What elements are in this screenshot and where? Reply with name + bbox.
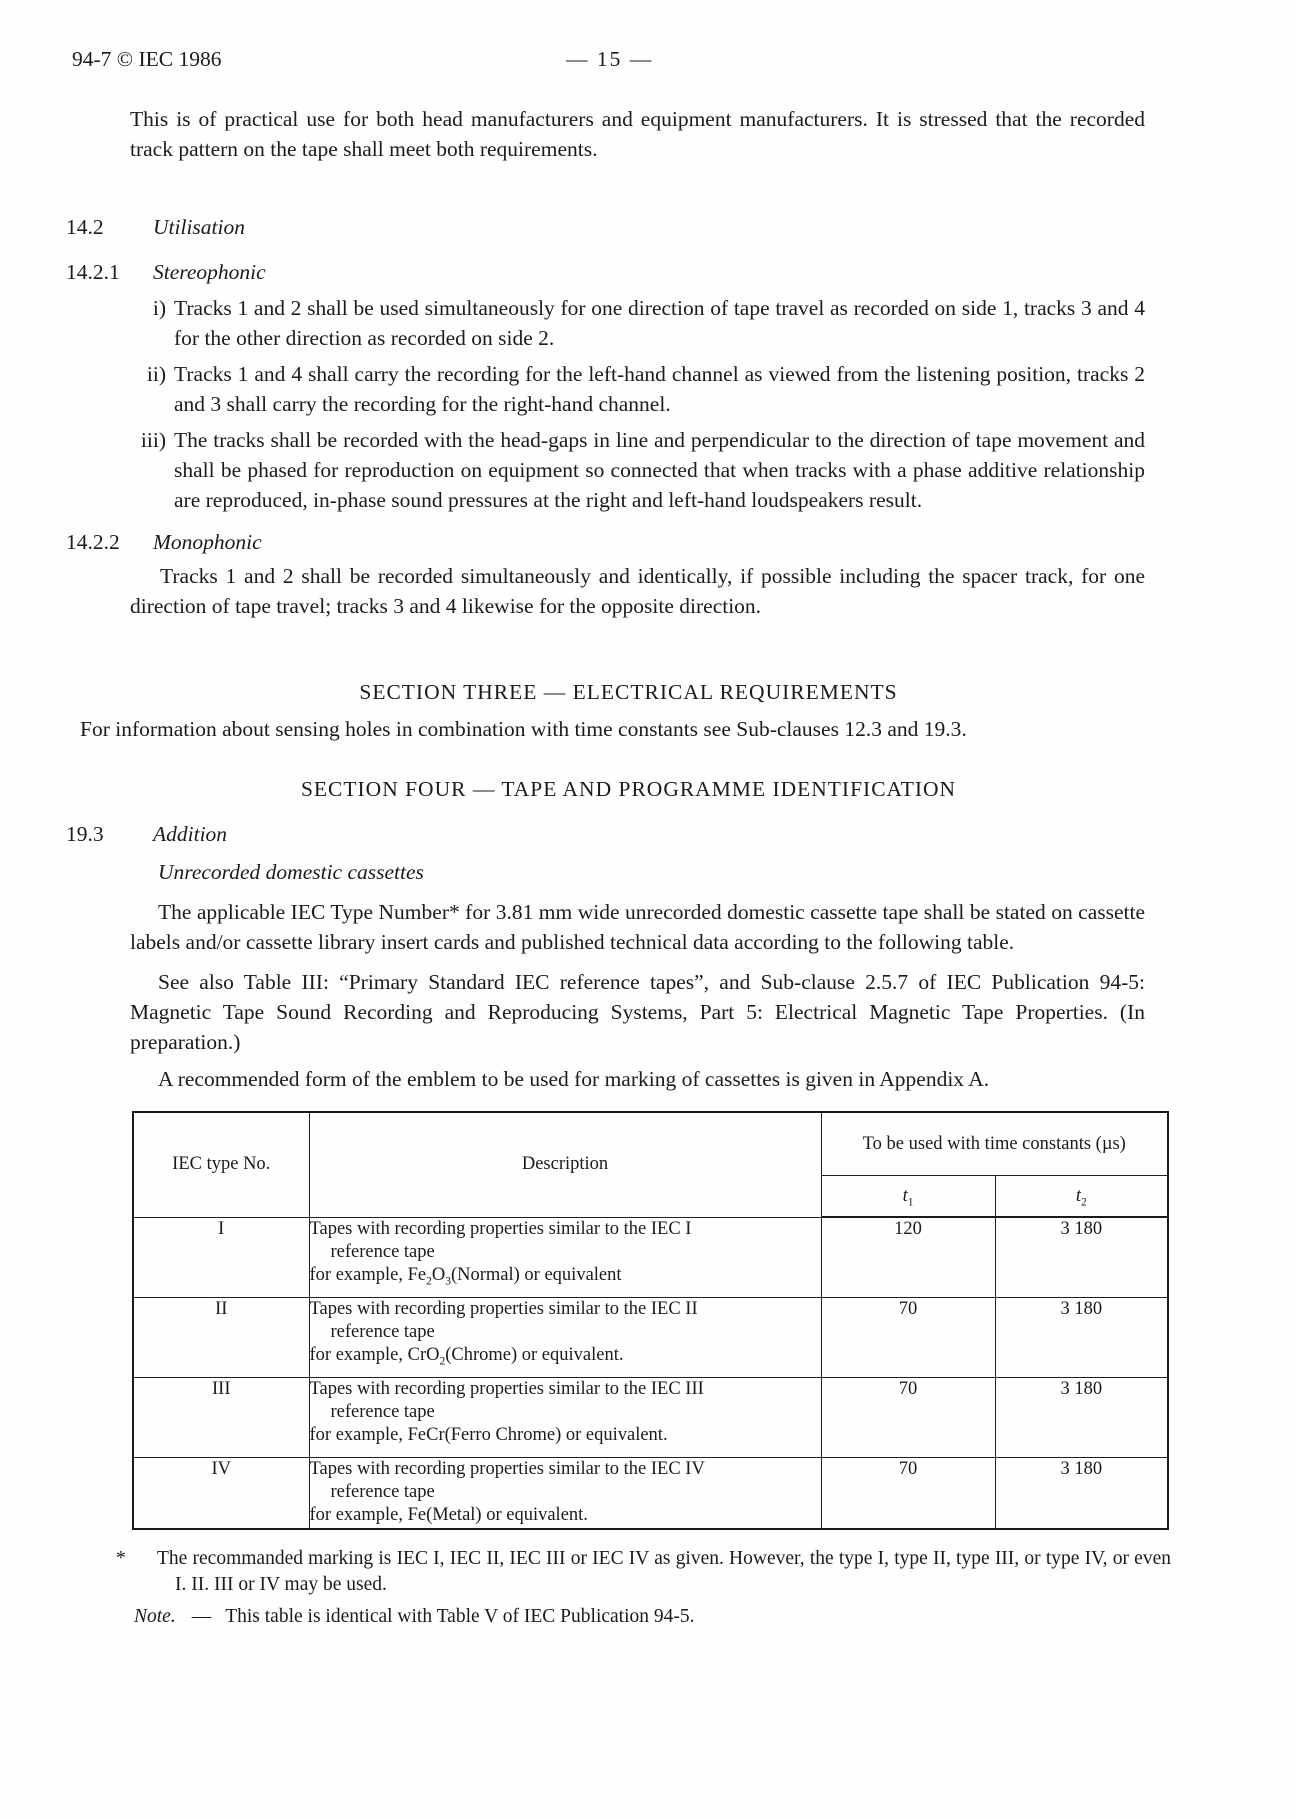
t1-subscript: 1 <box>907 1196 914 1209</box>
description-line-2: reference tape <box>330 1482 435 1502</box>
list-item-text: The tracks shall be recorded with the head-gaps in line and perpendicular to the direction of tape movement and shall be phased for reproduction on equipment so connected that when tracks with a phase additive relationship are reproduced, in-phase sound pressures at the right and left-hand loudspeakers result. <box>174 428 1145 512</box>
list-item <box>126 425 1145 515</box>
example-text: O <box>431 1264 446 1285</box>
example-subscript: 2 <box>426 1275 432 1288</box>
cell-description <box>309 1217 821 1298</box>
clause-14-2-2 <box>66 527 1296 557</box>
intro-paragraph: This is of practical use for both head manufacturers and equipment manufacturers. It is stressed that the recorded track pattern on the tape shall meet both requirements. <box>130 107 1145 161</box>
column-header-type-no: IEC type No. <box>133 1112 309 1217</box>
cell-type-no: I <box>133 1217 309 1298</box>
table-note <box>134 1604 1171 1630</box>
footnote-text: The recommanded marking is IEC I, IEC II, IEC III or IEC IV as given. However, the type I, type II, type III, or type IV, or even I. II. III or IV may be used. <box>157 1548 1171 1595</box>
list-item <box>126 359 1145 419</box>
example-text: (Chrome) or equivalent. <box>445 1345 624 1365</box>
clause-number: 19.3 <box>66 822 104 846</box>
column-header-description: Description <box>309 1112 821 1217</box>
clause-number: 14.2.1 <box>66 260 120 284</box>
example-text: for example, CrO <box>309 1345 440 1365</box>
table-row <box>133 1378 1168 1458</box>
clause-title: Addition <box>153 822 228 846</box>
cell-t2-value: 3 180 <box>995 1458 1168 1530</box>
example-subscript: 2 <box>439 1355 446 1368</box>
table-row <box>133 1298 1168 1378</box>
description-line-2: reference tape <box>330 1241 435 1262</box>
description-line-1: Tapes with recording properties similar to the IEC II <box>309 1299 698 1319</box>
t2-subscript: 2 <box>1080 1196 1087 1209</box>
iec-type-table <box>132 1111 1169 1530</box>
cell-t2-value: 3 180 <box>995 1378 1168 1458</box>
description-example <box>310 1504 821 1527</box>
cell-type-no: III <box>133 1378 309 1458</box>
page-header <box>0 44 1296 74</box>
clause-14-2 <box>66 212 1296 242</box>
description-example <box>310 1424 821 1447</box>
example-text: for example, FeCr(Ferro Chrome) or equivalent. <box>309 1425 668 1445</box>
cell-description <box>309 1458 821 1530</box>
description-line-1: Tapes with recording properties similar to the IEC IV <box>309 1459 705 1479</box>
cell-t1-value: 70 <box>821 1378 995 1458</box>
cell-t1-value: 70 <box>821 1458 995 1530</box>
iec-type-table-wrapper <box>132 1111 1296 1530</box>
description-line-2: reference tape <box>330 1322 435 1342</box>
list-item-marker: ii) <box>146 362 166 386</box>
clause-number: 14.2.2 <box>66 530 120 554</box>
section-three-heading: SECTION THREE — ELECTRICAL REQUIREMENTS <box>359 680 898 704</box>
cell-t1-value: 70 <box>821 1298 995 1378</box>
cell-description <box>309 1378 821 1458</box>
section-three-paragraph: For information about sensing holes in combination with time constants see Sub-clauses 12.3 and 19.3. <box>80 717 967 741</box>
description-example <box>310 1344 821 1367</box>
table-header-row <box>133 1112 1168 1176</box>
note-text: This table is identical with Table V of IEC Publication 94-5. <box>225 1606 695 1627</box>
clause-number: 14.2 <box>66 215 104 239</box>
see-also-paragraph: See also Table III: “Primary Standard IEC reference tapes”, and Sub-clause 2.5.7 of IEC Publication 94-5: Magnetic Tape Sound Recording and Reproducing Systems, Part 5: Electrical Magnetic Tape Properties. (In preparation.) <box>130 970 1145 1054</box>
clause-title: Stereophonic <box>153 260 266 284</box>
description-line-1: Tapes with recording properties similar to the IEC I <box>309 1218 692 1239</box>
cell-type-no: II <box>133 1298 309 1378</box>
section-four-heading: SECTION FOUR — TAPE AND PROGRAMME IDENTIFICATION <box>300 777 957 801</box>
emblem-paragraph: A recommended form of the emblem to be used for marking of cassettes is given in Appendix A. <box>158 1067 990 1091</box>
page-number: — 15 — <box>566 47 654 71</box>
list-item-text: Tracks 1 and 2 shall be used simultaneously for one direction of tape travel as recorded on side 1, tracks 3 and 4 for the other direction as recorded on side 2. <box>174 296 1145 350</box>
monophonic-paragraph: Tracks 1 and 2 shall be recorded simultaneously and identically, if possible including the spacer track, for one direction of tape travel; tracks 3 and 4 likewise for the opposite direction. <box>130 564 1145 618</box>
column-header-t1 <box>821 1176 995 1218</box>
cell-t2-value: 3 180 <box>995 1217 1168 1298</box>
clause-14-2-1 <box>66 257 1296 287</box>
stereophonic-item-list <box>126 293 1145 515</box>
example-text: for example, Fe <box>309 1264 427 1285</box>
cell-t1-value: 120 <box>821 1217 995 1298</box>
cell-description <box>309 1298 821 1378</box>
clause-title: Monophonic <box>153 530 262 554</box>
t2-symbol: t <box>1075 1185 1081 1206</box>
description-example <box>310 1264 821 1287</box>
example-subscript: 3 <box>445 1275 451 1288</box>
column-header-t2 <box>995 1176 1168 1218</box>
t1-symbol: t <box>902 1185 908 1206</box>
cell-t2-value: 3 180 <box>995 1298 1168 1378</box>
table-row <box>133 1458 1168 1530</box>
cell-type-no: IV <box>133 1458 309 1530</box>
note-dash: — <box>191 1606 212 1627</box>
description-line-1: Tapes with recording properties similar to the IEC III <box>309 1379 704 1399</box>
clause-19-3 <box>66 819 1296 849</box>
table-row <box>133 1217 1168 1298</box>
clause-title: Utilisation <box>153 215 245 239</box>
clause-subtitle: Unrecorded domestic cassettes <box>158 860 424 884</box>
table-footnote: * The recommanded marking is IEC I, IEC II, IEC III or IEC IV as given. However, the type I, type II, type III, or type IV, or even I. II. III or IV may be used. <box>116 1548 1171 1595</box>
column-header-time-constants: To be used with time constants (µs) <box>821 1112 1168 1176</box>
example-text: (Normal) or equivalent <box>450 1264 622 1285</box>
note-label: Note. <box>134 1606 176 1627</box>
type-number-paragraph: The applicable IEC Type Number* for 3.81 mm wide unrecorded domestic cassette tape shall be stated on cassette labels and/or cassette library insert cards and published technical data according to the following table. <box>130 900 1145 954</box>
example-text: for example, Fe(Metal) or equivalent. <box>309 1505 588 1525</box>
list-item-marker: i) <box>152 296 166 320</box>
list-item <box>126 293 1145 353</box>
document-reference: 94-7 © IEC 1986 <box>72 47 222 71</box>
list-item-text: Tracks 1 and 4 shall carry the recording for the left-hand channel as viewed from the listening position, tracks 2 and 3 shall carry the recording for the right-hand channel. <box>174 362 1145 416</box>
list-item-marker: iii) <box>140 428 166 452</box>
description-line-2: reference tape <box>330 1402 435 1422</box>
